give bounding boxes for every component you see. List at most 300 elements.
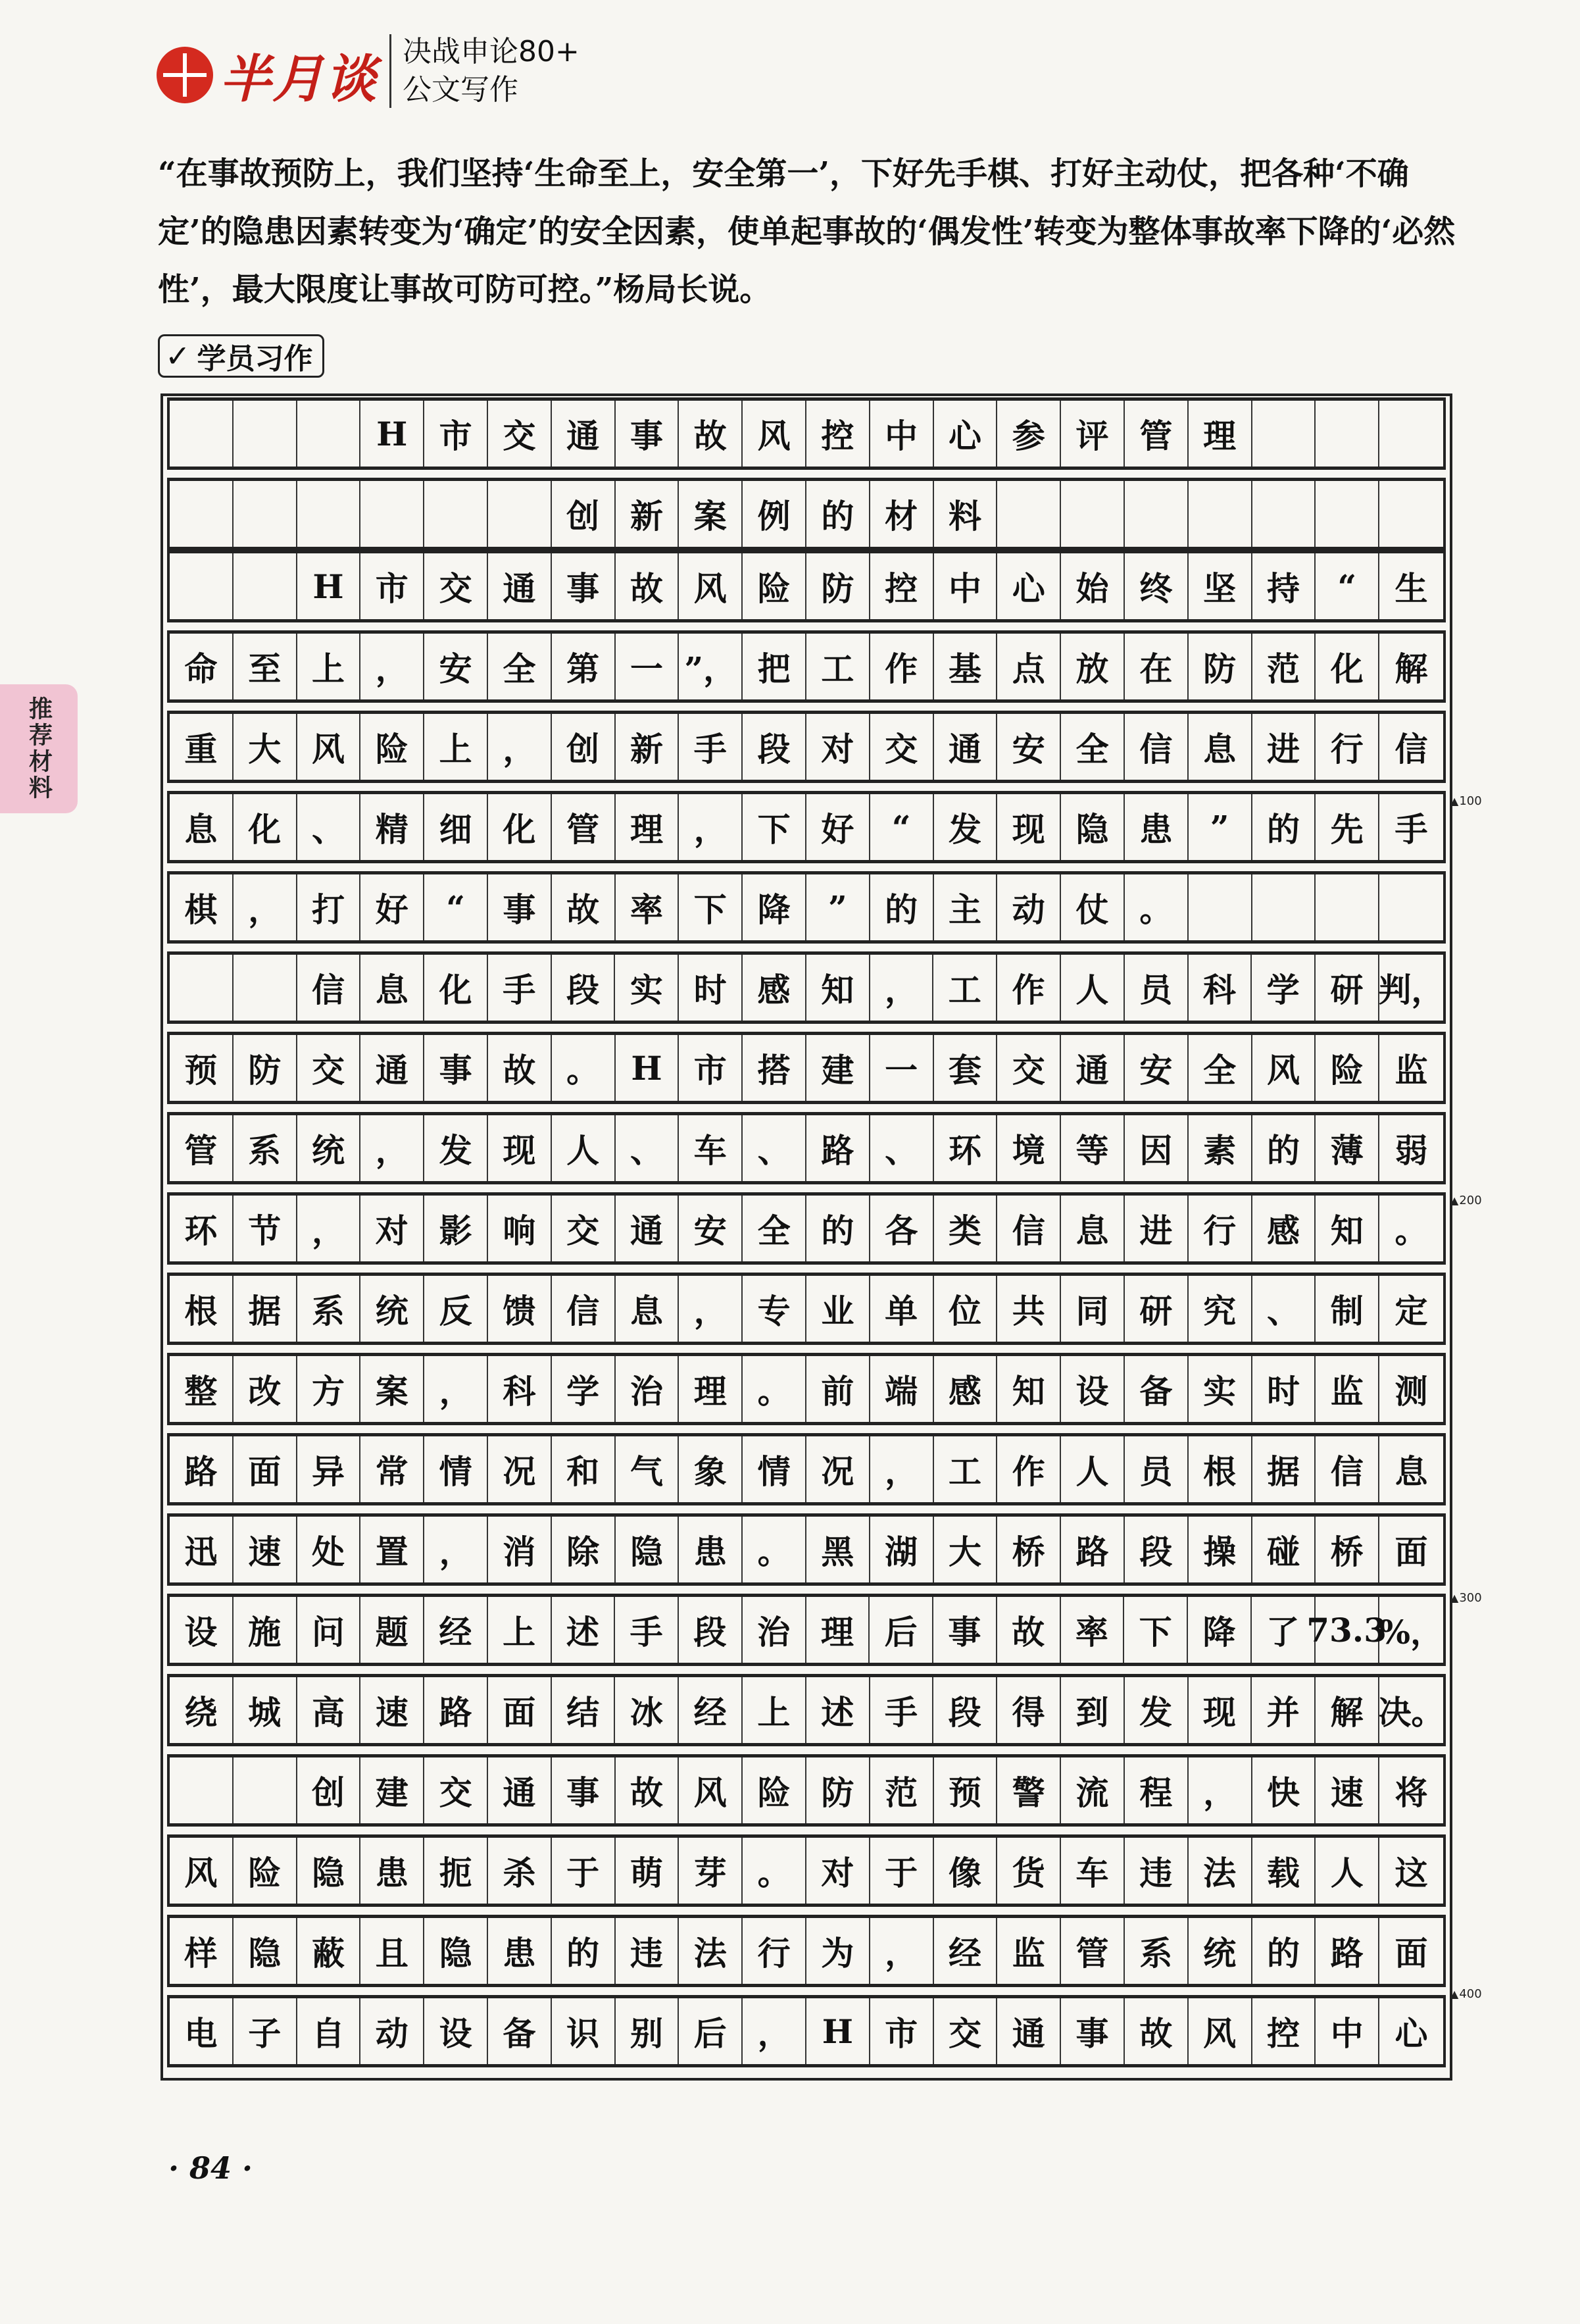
- grid-cell: 持: [1252, 553, 1316, 619]
- grid-cell: 。: [743, 1356, 806, 1422]
- grid-cell: ，: [679, 794, 743, 860]
- grid-cell: 风: [1189, 1998, 1252, 2064]
- grid-cell: [997, 481, 1061, 547]
- grid-cell: 流: [1061, 1757, 1125, 1823]
- grid-cell: 系: [297, 1276, 361, 1342]
- grid-row: [167, 1273, 1446, 1345]
- grid-row: [167, 1674, 1446, 1746]
- grid-cell: 施: [234, 1597, 297, 1663]
- grid-cell: 好: [806, 794, 870, 860]
- count-marker: ▲ 400: [1450, 1987, 1482, 2001]
- grid-cell: 。: [1395, 1211, 1428, 1250]
- grid-cell: 设: [424, 1998, 488, 2064]
- grid-cell: 事: [552, 553, 616, 619]
- grid-cell: 患: [1125, 794, 1189, 860]
- grid-row: [167, 478, 1446, 550]
- logo-text: 半月谈: [220, 50, 378, 109]
- grid-cell: 动: [997, 874, 1061, 940]
- grid-cell: 通: [360, 1035, 424, 1101]
- grid-cell: 险: [1316, 1035, 1379, 1101]
- grid-cell: 设: [170, 1597, 234, 1663]
- grid-cell: 的: [1252, 1115, 1316, 1181]
- grid-cell: 经: [424, 1597, 488, 1663]
- grid-row: [167, 711, 1446, 783]
- grid-cell: 样: [170, 1918, 234, 1984]
- grid-cell: [1125, 481, 1189, 547]
- grid-cell: ”: [806, 874, 870, 940]
- grid-cell: 段: [679, 1597, 743, 1663]
- grid-cell: 化: [234, 794, 297, 860]
- grid-cell: 、: [743, 1115, 806, 1181]
- grid-cell: 象: [679, 1436, 743, 1502]
- grid-cell: 心: [1395, 2014, 1428, 2053]
- grid-cell: 高: [297, 1677, 361, 1743]
- grid-cell: 业: [806, 1276, 870, 1342]
- grid-cell: 时: [679, 955, 743, 1021]
- grid-cell: 判，: [1378, 971, 1444, 1009]
- grid-cell: 馈: [488, 1276, 552, 1342]
- grid-cell: 手: [1395, 810, 1428, 849]
- grid-cell: 类: [934, 1196, 998, 1261]
- grid-cell: 面: [1395, 1532, 1428, 1571]
- grid-cell: 细: [424, 794, 488, 860]
- grid-cell: 化: [424, 955, 488, 1021]
- grid-cell: 法: [679, 1918, 743, 1984]
- grid-cell: 中: [934, 553, 998, 619]
- grid-cell: 化: [488, 794, 552, 860]
- grid-cell: 常: [360, 1436, 424, 1502]
- grid-cell: 治: [616, 1356, 679, 1422]
- grid-cell: 作: [997, 1436, 1061, 1502]
- grid-cell: 法: [1189, 1838, 1252, 1904]
- grid-cell: 。: [1125, 874, 1189, 940]
- grid-cell: 发: [1125, 1677, 1189, 1743]
- grid-cell: ，: [424, 1356, 488, 1422]
- grid-cell: 息: [1061, 1196, 1125, 1261]
- grid-cell: 控: [806, 401, 870, 467]
- grid-cell: 的: [1252, 1918, 1316, 1984]
- grid-cell: 发: [424, 1115, 488, 1181]
- grid-cell: 通: [616, 1196, 679, 1261]
- grid-row: [167, 397, 1446, 470]
- grid-cell: [1316, 481, 1379, 547]
- grid-cell: “: [1316, 553, 1379, 619]
- grid-cell: 命: [170, 634, 234, 699]
- grid-cell: H: [616, 1035, 679, 1101]
- grid-cell: 重: [170, 714, 234, 780]
- grid-cell: 事: [933, 1597, 997, 1663]
- grid-cell: 信: [1316, 1436, 1379, 1502]
- grid-cell: 隐: [424, 1918, 488, 1984]
- grid-cell: 段: [552, 955, 616, 1021]
- grid-cell: 科: [488, 1356, 552, 1422]
- grid-cell: 决。: [1378, 1693, 1444, 1732]
- grid-cell: 时: [1252, 1356, 1316, 1422]
- grid-cell: 交: [997, 1035, 1061, 1101]
- grid-cell: 息: [1395, 1452, 1428, 1491]
- grid-cell: 专: [743, 1276, 806, 1342]
- grid-cell: [1316, 401, 1379, 467]
- grid-cell: 响: [488, 1196, 552, 1261]
- grid-cell: 风: [297, 714, 361, 780]
- grid-cell: 行: [743, 1918, 806, 1984]
- grid-cell: 故: [552, 874, 616, 940]
- grid-cell: 员: [1125, 1436, 1189, 1502]
- grid-cell: 感: [743, 955, 806, 1021]
- grid-cell: 主: [934, 874, 998, 940]
- grid-cell: 路: [806, 1115, 870, 1181]
- grid-cell: 信: [552, 1276, 616, 1342]
- grid-cell: 中: [870, 401, 934, 467]
- grid-cell: 理: [806, 1597, 870, 1663]
- grid-cell: [1061, 481, 1125, 547]
- section-subtitle: 公文写作: [403, 73, 518, 107]
- grid-cell: 交: [934, 1998, 998, 2064]
- grid-cell: 况: [806, 1436, 870, 1502]
- grid-cell: [424, 481, 488, 547]
- grid-cell: [1189, 481, 1252, 547]
- grid-cell: 事: [424, 1035, 488, 1101]
- grid-cell: [170, 1757, 234, 1823]
- grid-cell: 风: [679, 1757, 743, 1823]
- grid-cell: 面: [1395, 1934, 1428, 1973]
- grid-cell: 息: [170, 794, 234, 860]
- grid-cell: 置: [360, 1517, 424, 1582]
- grid-cell: ，: [870, 1436, 934, 1502]
- grid-cell: 工: [933, 955, 997, 1021]
- grid-cell: [1252, 874, 1316, 940]
- grid-row: [167, 1433, 1446, 1505]
- grid-cell: 上: [743, 1677, 806, 1743]
- grid-row: [167, 630, 1446, 703]
- grid-cell: 统: [1189, 1918, 1252, 1984]
- grid-cell: 且: [360, 1918, 424, 1984]
- grid-cell: 备: [1125, 1356, 1189, 1422]
- grid-cell: [1252, 401, 1316, 467]
- grid-cell: 路: [170, 1436, 234, 1502]
- grid-cell: 前: [806, 1356, 870, 1422]
- grid-cell: 搭: [743, 1035, 806, 1101]
- grid-cell: 隐: [616, 1517, 679, 1582]
- grid-cell: [234, 481, 297, 547]
- grid-cell: 段: [743, 714, 806, 780]
- grid-cell: 上: [488, 1597, 552, 1663]
- grid-cell: 棋: [170, 874, 234, 940]
- grid-cell: 现: [997, 794, 1061, 860]
- grid-cell: 下: [679, 874, 743, 940]
- grid-cell: [1379, 481, 1443, 547]
- grid-cell: 防: [234, 1035, 297, 1101]
- grid-cell: 心: [997, 553, 1061, 619]
- grid-cell: 作: [870, 634, 934, 699]
- grid-cell: 终: [1125, 553, 1189, 619]
- grid-cell: 芽: [679, 1838, 743, 1904]
- grid-cell: 根: [1189, 1436, 1252, 1502]
- grid-cell: 料: [934, 481, 998, 547]
- grid-cell: 系: [1125, 1918, 1189, 1984]
- grid-cell: 风: [679, 553, 743, 619]
- grid-cell: 息: [1189, 714, 1252, 780]
- grid-cell: ”，: [679, 634, 743, 699]
- grid-cell: 点: [997, 634, 1061, 699]
- grid-cell: 率: [616, 874, 679, 940]
- count-marker: ▲ 200: [1450, 1194, 1482, 1207]
- grid-cell: 像: [934, 1838, 998, 1904]
- grid-cell: 交: [870, 714, 934, 780]
- grid-cell: 因: [1125, 1115, 1189, 1181]
- grid-cell: 套: [934, 1035, 998, 1101]
- grid-cell: 降: [1188, 1597, 1252, 1663]
- grid-cell: 现: [488, 1115, 552, 1181]
- grid-cell: 绕: [170, 1677, 234, 1743]
- grid-cell: 通: [997, 1998, 1061, 2064]
- grid-cell: 面: [234, 1436, 297, 1502]
- grid-cell: 新: [616, 481, 679, 547]
- grid-cell: 基: [934, 634, 998, 699]
- grid-cell: 监: [997, 1918, 1061, 1984]
- grid-cell: “: [870, 794, 934, 860]
- grid-cell: 信: [1125, 714, 1189, 780]
- grid-cell: 事: [488, 874, 552, 940]
- grid-cell: 行: [1316, 714, 1379, 780]
- grid-cell: [170, 401, 234, 467]
- grid-cell: 这: [1395, 1854, 1428, 1892]
- grid-cell: H: [297, 553, 361, 619]
- grid-cell: 位: [934, 1276, 998, 1342]
- grid-cell: 根: [170, 1276, 234, 1342]
- grid-cell: ”: [1189, 794, 1252, 860]
- grid-cell: 工: [806, 634, 870, 699]
- grid-cell: 速: [234, 1517, 297, 1582]
- grid-cell: 险: [360, 714, 424, 780]
- grid-cell: 管: [1125, 401, 1189, 467]
- grid-cell: 面: [488, 1677, 552, 1743]
- grid-cell: 手: [488, 955, 552, 1021]
- grid-cell: 息: [616, 1276, 679, 1342]
- grid-cell: 速: [1316, 1757, 1379, 1823]
- grid-row: [167, 1192, 1446, 1265]
- grid-cell: 学: [552, 1356, 616, 1422]
- grid-cell: 险: [743, 553, 806, 619]
- grid-cell: 预: [170, 1035, 234, 1101]
- grid-cell: 设: [1061, 1356, 1125, 1422]
- grid-cell: [360, 481, 424, 547]
- grid-cell: 案: [360, 1356, 424, 1422]
- grid-cell: 一: [616, 634, 679, 699]
- grid-cell: 交: [424, 1757, 488, 1823]
- grid-cell: [234, 401, 297, 467]
- grid-row: [167, 1594, 1446, 1666]
- grid-cell: 备: [488, 1998, 552, 2064]
- grid-cell: 防: [1189, 634, 1252, 699]
- grid-cell: 。: [552, 1035, 616, 1101]
- grid-cell: ，: [360, 1115, 424, 1181]
- grid-cell: 风: [170, 1838, 234, 1904]
- grid-cell: 放: [1061, 634, 1125, 699]
- grid-cell: 建: [360, 1757, 424, 1823]
- grid-cell: 打: [297, 874, 361, 940]
- grid-cell: 知: [1316, 1196, 1379, 1261]
- grid-cell: 统: [297, 1115, 361, 1181]
- grid-row: [167, 1834, 1446, 1907]
- grid-cell: 理: [1189, 401, 1252, 467]
- grid-cell: 知: [997, 1356, 1061, 1422]
- grid-cell: 防: [806, 553, 870, 619]
- grid-cell: 故: [997, 1597, 1061, 1663]
- grid-cell: 通: [934, 714, 998, 780]
- grid-cell: 消: [488, 1517, 552, 1582]
- grid-cell: 现: [1189, 1677, 1252, 1743]
- grid-cell: 制: [1316, 1276, 1379, 1342]
- grid-cell: 载: [1252, 1838, 1316, 1904]
- grid-cell: 弱: [1395, 1131, 1428, 1170]
- grid-cell: 心: [934, 401, 998, 467]
- grid-row: [167, 791, 1446, 863]
- grid-cell: 中: [1316, 1998, 1379, 2064]
- grid-cell: 安: [679, 1196, 743, 1261]
- brand-logo: [157, 38, 378, 112]
- grid-cell: 为: [806, 1918, 870, 1984]
- grid-cell: 城: [234, 1677, 297, 1743]
- grid-cell: 全: [1061, 714, 1125, 780]
- grid-cell: 知: [806, 955, 870, 1021]
- grid-cell: 理: [616, 794, 679, 860]
- grid-cell: 萌: [616, 1838, 679, 1904]
- grid-cell: 通: [488, 1757, 552, 1823]
- grid-cell: 人: [552, 1115, 616, 1181]
- page-number: · 84 ·: [168, 2150, 253, 2186]
- grid-cell: 控: [1252, 1998, 1316, 2064]
- grid-cell: [170, 481, 234, 547]
- grid-cell: 人: [1061, 1436, 1125, 1502]
- grid-cell: [488, 481, 552, 547]
- count-marker: ▲ 100: [1450, 794, 1482, 808]
- grid-cell: 环: [170, 1196, 234, 1261]
- grid-cell: [1379, 401, 1443, 467]
- section-label: [158, 334, 324, 378]
- grid-cell: 科: [1189, 955, 1252, 1021]
- side-tab-text: 推荐材料: [25, 696, 53, 801]
- grid-cell: 结: [552, 1677, 616, 1743]
- grid-cell: 案: [679, 481, 743, 547]
- globe-icon: [157, 47, 213, 103]
- grid-cell: 工: [934, 1436, 998, 1502]
- grid-cell: 行: [1189, 1196, 1252, 1261]
- grid-cell: 预: [934, 1757, 998, 1823]
- grid-cell: 上: [424, 714, 488, 780]
- grid-cell: 险: [743, 1757, 806, 1823]
- grid-cell: 整: [170, 1356, 234, 1422]
- grid-cell: 于: [552, 1838, 616, 1904]
- grid-cell: 车: [679, 1115, 743, 1181]
- grid-cell: 系: [234, 1115, 297, 1181]
- grid-cell: 进: [1252, 714, 1316, 780]
- grid-cell: 进: [1125, 1196, 1189, 1261]
- grid-cell: 交: [552, 1196, 616, 1261]
- grid-cell: %，: [1379, 1613, 1444, 1652]
- grid-cell: 下: [1124, 1597, 1188, 1663]
- grid-cell: [1189, 874, 1252, 940]
- grid-cell: 人: [1061, 955, 1125, 1021]
- grid-cell: 单: [870, 1276, 934, 1342]
- grid-cell: 各: [870, 1196, 934, 1261]
- grid-cell: 违: [1125, 1838, 1189, 1904]
- grid-cell: 故: [679, 401, 743, 467]
- grid-cell: 的: [552, 1918, 616, 1984]
- grid-cell: 监: [1395, 1051, 1428, 1090]
- grid-cell: 通: [1061, 1035, 1125, 1101]
- grid-cell: 范: [870, 1757, 934, 1823]
- grid-cell: 评: [1061, 401, 1125, 467]
- grid-cell: 事: [616, 401, 679, 467]
- grid-cell: 对: [806, 1838, 870, 1904]
- grid-cell: 生: [1395, 569, 1428, 608]
- grid-cell: ，: [870, 1918, 934, 1984]
- grid-cell: 管: [552, 794, 616, 860]
- grid-cell: 通: [488, 553, 552, 619]
- grid-cell: 感: [1252, 1196, 1316, 1261]
- grid-cell: [170, 553, 234, 619]
- grid-cell: 和: [552, 1436, 616, 1502]
- grid-cell: 改: [234, 1356, 297, 1422]
- count-marker: ▲ 300: [1450, 1591, 1482, 1605]
- grid-cell: 第: [552, 634, 616, 699]
- grid-cell: 防: [806, 1757, 870, 1823]
- grid-cell: 市: [424, 401, 488, 467]
- grid-cell: 薄: [1316, 1115, 1379, 1181]
- grid-cell: 、: [1252, 1276, 1316, 1342]
- grid-cell: 端: [870, 1356, 934, 1422]
- intro-paragraph: “在事故预防上，我们坚持‘生命至上，安全第一’，下好先手棋、打好主动仗，把各种‘不确定’的隐患因素转变为‘确定’的安全因素，使单起事故的‘偶发性’转变为整体事故率下降的‘必然性’，最大限度让事故可防可控。”杨局长说。: [158, 155, 1456, 308]
- grid-cell: 违: [616, 1918, 679, 1984]
- grid-cell: 故: [616, 1757, 679, 1823]
- grid-cell: 隐: [297, 1838, 361, 1904]
- grid-cell: 隐: [1061, 794, 1125, 860]
- grid-cell: 问: [297, 1597, 361, 1663]
- grid-cell: 路: [1061, 1517, 1125, 1582]
- grid-cell: 的: [806, 481, 870, 547]
- grid-cell: 桥: [1316, 1517, 1379, 1582]
- grid-cell: 子: [234, 1998, 297, 2064]
- grid-cell: 方: [297, 1356, 361, 1422]
- grid-cell: 将: [1395, 1773, 1428, 1812]
- grid-cell: 参: [997, 401, 1061, 467]
- grid-cell: 路: [1316, 1918, 1379, 1984]
- grid-cell: 始: [1061, 553, 1125, 619]
- grid-cell: 研: [1125, 1276, 1189, 1342]
- grid-cell: 经: [934, 1918, 998, 1984]
- grid-cell: 至: [234, 634, 297, 699]
- grid-row: [167, 871, 1446, 944]
- grid-cell: 率: [1061, 1597, 1125, 1663]
- grid-cell: 。: [743, 1517, 806, 1582]
- grid-cell: 信: [997, 1196, 1061, 1261]
- grid-cell: 安: [1125, 1035, 1189, 1101]
- grid-row: [167, 550, 1446, 622]
- grid-cell: 患: [679, 1517, 743, 1582]
- grid-cell: 段: [1125, 1517, 1189, 1582]
- grid-cell: 下: [743, 794, 806, 860]
- grid-cell: 环: [934, 1115, 998, 1181]
- grid-cell: 统: [360, 1276, 424, 1342]
- grid-row: [167, 951, 1446, 1024]
- grid-cell: 、: [297, 794, 361, 860]
- grid-cell: 交: [297, 1035, 361, 1101]
- grid-cell: 警: [997, 1757, 1061, 1823]
- grid-cell: 动: [360, 1998, 424, 2064]
- grid-cell: 故: [616, 553, 679, 619]
- grid-cell: 节: [234, 1196, 297, 1261]
